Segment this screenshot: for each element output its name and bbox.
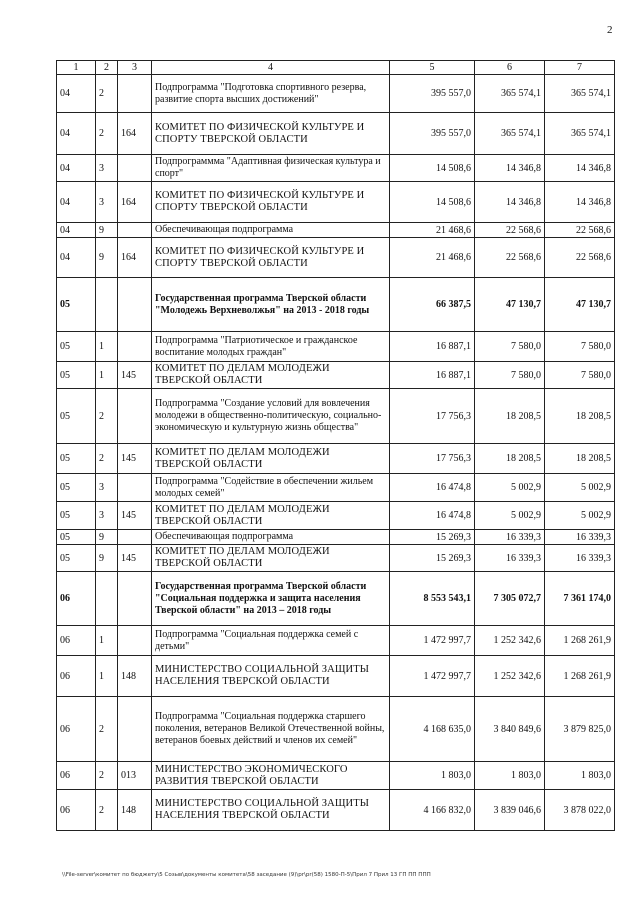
amount-col5: 16 474,8 — [390, 474, 475, 502]
agency-code: 145 — [118, 362, 152, 389]
amount-col7: 1 803,0 — [545, 762, 615, 790]
amount-col5: 21 468,6 — [390, 223, 475, 238]
table-row — [57, 238, 615, 278]
table-row — [57, 182, 615, 223]
amount-col6: 14 346,8 — [475, 182, 545, 223]
program-code: 04 — [57, 155, 96, 182]
table-row — [57, 278, 615, 332]
amount-col7: 47 130,7 — [545, 278, 615, 332]
item-name: КОМИТЕТ ПО ФИЗИЧЕСКОЙ КУЛЬТУРЕ И СПОРТУ ТВЕРСКОЙ ОБЛАСТИ — [152, 182, 390, 223]
subprogram-code: 3 — [96, 502, 118, 530]
agency-code — [118, 474, 152, 502]
program-code: 05 — [57, 332, 96, 362]
agency-code — [118, 155, 152, 182]
agency-code: 148 — [118, 656, 152, 697]
agency-code: 164 — [118, 238, 152, 278]
amount-col6: 7 580,0 — [475, 332, 545, 362]
item-name: Подпрограмма "Создание условий для вовлечения молодежи в общественно-политическую, социально-экономическую и культурную жизнь общества" — [152, 389, 390, 444]
amount-col7: 22 568,6 — [545, 238, 615, 278]
subprogram-code: 9 — [96, 238, 118, 278]
amount-col6: 18 208,5 — [475, 444, 545, 474]
amount-col6: 7 580,0 — [475, 362, 545, 389]
table-row — [57, 362, 615, 389]
program-code: 05 — [57, 545, 96, 572]
amount-col6: 47 130,7 — [475, 278, 545, 332]
column-header: 5 — [390, 61, 475, 75]
column-header: 2 — [96, 61, 118, 75]
subprogram-code: 9 — [96, 530, 118, 545]
footer-file-path: \\File-server\комитет по бюджету\5 Созыв\документы комитета\58 заседание (9)\pr\pr(58) 1580-П-5\Прил 7 Прил 13 ГП ПП ППП — [62, 872, 431, 878]
amount-col5: 395 557,0 — [390, 75, 475, 113]
agency-code: 145 — [118, 502, 152, 530]
program-code: 05 — [57, 278, 96, 332]
column-header: 3 — [118, 61, 152, 75]
amount-col7: 7 361 174,0 — [545, 572, 615, 626]
item-name: Государственная программа Тверской области "Социальная поддержка и защита населения Тверской области" на 2013 – 2018 годы — [152, 572, 390, 626]
amount-col5: 14 508,6 — [390, 155, 475, 182]
program-code: 04 — [57, 238, 96, 278]
amount-col5: 14 508,6 — [390, 182, 475, 223]
amount-col7: 365 574,1 — [545, 75, 615, 113]
agency-code — [118, 572, 152, 626]
table-row — [57, 155, 615, 182]
amount-col6: 365 574,1 — [475, 113, 545, 155]
subprogram-code — [96, 278, 118, 332]
amount-col7: 7 580,0 — [545, 332, 615, 362]
amount-col6: 16 339,3 — [475, 545, 545, 572]
program-code: 05 — [57, 362, 96, 389]
amount-col6: 7 305 072,7 — [475, 572, 545, 626]
amount-col5: 4 168 635,0 — [390, 697, 475, 762]
amount-col6: 22 568,6 — [475, 223, 545, 238]
program-code: 05 — [57, 502, 96, 530]
amount-col6: 1 252 342,6 — [475, 656, 545, 697]
item-name: Подпрограмма "Подготовка спортивного резерва, развитие спорта высших достижений" — [152, 75, 390, 113]
subprogram-code: 2 — [96, 762, 118, 790]
amount-col5: 16 887,1 — [390, 332, 475, 362]
table-row — [57, 530, 615, 545]
amount-col6: 16 339,3 — [475, 530, 545, 545]
amount-col7: 3 878 022,0 — [545, 790, 615, 831]
amount-col6: 22 568,6 — [475, 238, 545, 278]
item-name: КОМИТЕТ ПО ДЕЛАМ МОЛОДЕЖИ ТВЕРСКОЙ ОБЛАСТИ — [152, 545, 390, 572]
item-name: МИНИСТЕРСТВО СОЦИАЛЬНОЙ ЗАЩИТЫ НАСЕЛЕНИЯ ТВЕРСКОЙ ОБЛАСТИ — [152, 790, 390, 831]
amount-col5: 1 472 997,7 — [390, 626, 475, 656]
amount-col5: 21 468,6 — [390, 238, 475, 278]
agency-code — [118, 332, 152, 362]
item-name: Подпрограмма "Социальная поддержка семей с детьми" — [152, 626, 390, 656]
table-body — [57, 75, 615, 831]
column-header: 7 — [545, 61, 615, 75]
table-row — [57, 762, 615, 790]
amount-col5: 15 269,3 — [390, 545, 475, 572]
program-code: 04 — [57, 113, 96, 155]
program-code: 05 — [57, 444, 96, 474]
table-row — [57, 545, 615, 572]
agency-code: 164 — [118, 182, 152, 223]
amount-col7: 22 568,6 — [545, 223, 615, 238]
program-code: 06 — [57, 572, 96, 626]
program-code: 05 — [57, 530, 96, 545]
amount-col7: 5 002,9 — [545, 502, 615, 530]
amount-col5: 15 269,3 — [390, 530, 475, 545]
item-name: КОМИТЕТ ПО ФИЗИЧЕСКОЙ КУЛЬТУРЕ И СПОРТУ ТВЕРСКОЙ ОБЛАСТИ — [152, 238, 390, 278]
agency-code: 148 — [118, 790, 152, 831]
table-row — [57, 656, 615, 697]
amount-col7: 18 208,5 — [545, 444, 615, 474]
table-row — [57, 474, 615, 502]
agency-code: 145 — [118, 545, 152, 572]
program-code: 06 — [57, 697, 96, 762]
subprogram-code: 1 — [96, 362, 118, 389]
table-row — [57, 113, 615, 155]
subprogram-code: 2 — [96, 697, 118, 762]
table-row — [57, 75, 615, 113]
subprogram-code: 1 — [96, 626, 118, 656]
agency-code — [118, 75, 152, 113]
item-name: Подпрограмма "Содействие в обеспечении жильем молодых семей" — [152, 474, 390, 502]
amount-col6: 5 002,9 — [475, 502, 545, 530]
agency-code: 145 — [118, 444, 152, 474]
agency-code: 013 — [118, 762, 152, 790]
table-row — [57, 790, 615, 831]
item-name: КОМИТЕТ ПО ДЕЛАМ МОЛОДЕЖИ ТВЕРСКОЙ ОБЛАСТИ — [152, 444, 390, 474]
item-name: Подпрограмма "Патриотическое и гражданское воспитание молодых граждан" — [152, 332, 390, 362]
amount-col5: 8 553 543,1 — [390, 572, 475, 626]
amount-col5: 16 474,8 — [390, 502, 475, 530]
item-name: КОМИТЕТ ПО ДЕЛАМ МОЛОДЕЖИ ТВЕРСКОЙ ОБЛАСТИ — [152, 362, 390, 389]
item-name: Подпрограммма "Адаптивная физическая культура и спорт" — [152, 155, 390, 182]
amount-col6: 5 002,9 — [475, 474, 545, 502]
table-row — [57, 223, 615, 238]
amount-col7: 365 574,1 — [545, 113, 615, 155]
item-name: Обеспечивающая подпрограмма — [152, 223, 390, 238]
amount-col7: 7 580,0 — [545, 362, 615, 389]
subprogram-code: 3 — [96, 474, 118, 502]
table-row — [57, 389, 615, 444]
column-header: 6 — [475, 61, 545, 75]
amount-col6: 1 252 342,6 — [475, 626, 545, 656]
item-name: Обеспечивающая подпрограмма — [152, 530, 390, 545]
subprogram-code: 2 — [96, 75, 118, 113]
amount-col7: 14 346,8 — [545, 182, 615, 223]
item-name: МИНИСТЕРСТВО СОЦИАЛЬНОЙ ЗАЩИТЫ НАСЕЛЕНИЯ ТВЕРСКОЙ ОБЛАСТИ — [152, 656, 390, 697]
amount-col5: 1 803,0 — [390, 762, 475, 790]
amount-col7: 1 268 261,9 — [545, 626, 615, 656]
table-row — [57, 502, 615, 530]
item-name: Подпрограмма "Социальная поддержка старшего поколения, ветеранов Великой Отечественной войны, ветеранов боевых действий и членов их семей" — [152, 697, 390, 762]
amount-col5: 17 756,3 — [390, 444, 475, 474]
agency-code — [118, 697, 152, 762]
subprogram-code: 9 — [96, 223, 118, 238]
table-row — [57, 626, 615, 656]
program-code: 04 — [57, 223, 96, 238]
column-header: 4 — [152, 61, 390, 75]
amount-col7: 16 339,3 — [545, 530, 615, 545]
amount-col5: 17 756,3 — [390, 389, 475, 444]
budget-table — [56, 60, 615, 831]
amount-col7: 14 346,8 — [545, 155, 615, 182]
subprogram-code: 2 — [96, 113, 118, 155]
amount-col6: 18 208,5 — [475, 389, 545, 444]
amount-col5: 1 472 997,7 — [390, 656, 475, 697]
agency-code: 164 — [118, 113, 152, 155]
table-row — [57, 697, 615, 762]
subprogram-code: 2 — [96, 389, 118, 444]
subprogram-code: 1 — [96, 656, 118, 697]
amount-col5: 4 166 832,0 — [390, 790, 475, 831]
program-code: 06 — [57, 790, 96, 831]
amount-col5: 66 387,5 — [390, 278, 475, 332]
program-code: 06 — [57, 762, 96, 790]
agency-code — [118, 626, 152, 656]
item-name: Государственная программа Тверской области "Молодежь Верхневолжья" на 2013 - 2018 годы — [152, 278, 390, 332]
column-header: 1 — [57, 61, 96, 75]
amount-col7: 5 002,9 — [545, 474, 615, 502]
amount-col5: 16 887,1 — [390, 362, 475, 389]
program-code: 06 — [57, 656, 96, 697]
amount-col6: 3 839 046,6 — [475, 790, 545, 831]
amount-col6: 365 574,1 — [475, 75, 545, 113]
program-code: 05 — [57, 389, 96, 444]
program-code: 06 — [57, 626, 96, 656]
subprogram-code: 1 — [96, 332, 118, 362]
amount-col5: 395 557,0 — [390, 113, 475, 155]
item-name: КОМИТЕТ ПО ФИЗИЧЕСКОЙ КУЛЬТУРЕ И СПОРТУ ТВЕРСКОЙ ОБЛАСТИ — [152, 113, 390, 155]
subprogram-code: 2 — [96, 790, 118, 831]
amount-col7: 16 339,3 — [545, 545, 615, 572]
amount-col6: 1 803,0 — [475, 762, 545, 790]
table-row — [57, 332, 615, 362]
subprogram-code: 3 — [96, 155, 118, 182]
subprogram-code: 9 — [96, 545, 118, 572]
table-row — [57, 444, 615, 474]
table-row — [57, 572, 615, 626]
amount-col6: 14 346,8 — [475, 155, 545, 182]
page-number: 2 — [607, 24, 613, 36]
table-header-row — [57, 61, 615, 75]
program-code: 04 — [57, 182, 96, 223]
program-code: 05 — [57, 474, 96, 502]
subprogram-code — [96, 572, 118, 626]
amount-col6: 3 840 849,6 — [475, 697, 545, 762]
agency-code — [118, 389, 152, 444]
amount-col7: 18 208,5 — [545, 389, 615, 444]
agency-code — [118, 530, 152, 545]
amount-col7: 1 268 261,9 — [545, 656, 615, 697]
item-name: МИНИСТЕРСТВО ЭКОНОМИЧЕСКОГО РАЗВИТИЯ ТВЕРСКОЙ ОБЛАСТИ — [152, 762, 390, 790]
amount-col7: 3 879 825,0 — [545, 697, 615, 762]
program-code: 04 — [57, 75, 96, 113]
agency-code — [118, 223, 152, 238]
subprogram-code: 3 — [96, 182, 118, 223]
subprogram-code: 2 — [96, 444, 118, 474]
agency-code — [118, 278, 152, 332]
item-name: КОМИТЕТ ПО ДЕЛАМ МОЛОДЕЖИ ТВЕРСКОЙ ОБЛАСТИ — [152, 502, 390, 530]
